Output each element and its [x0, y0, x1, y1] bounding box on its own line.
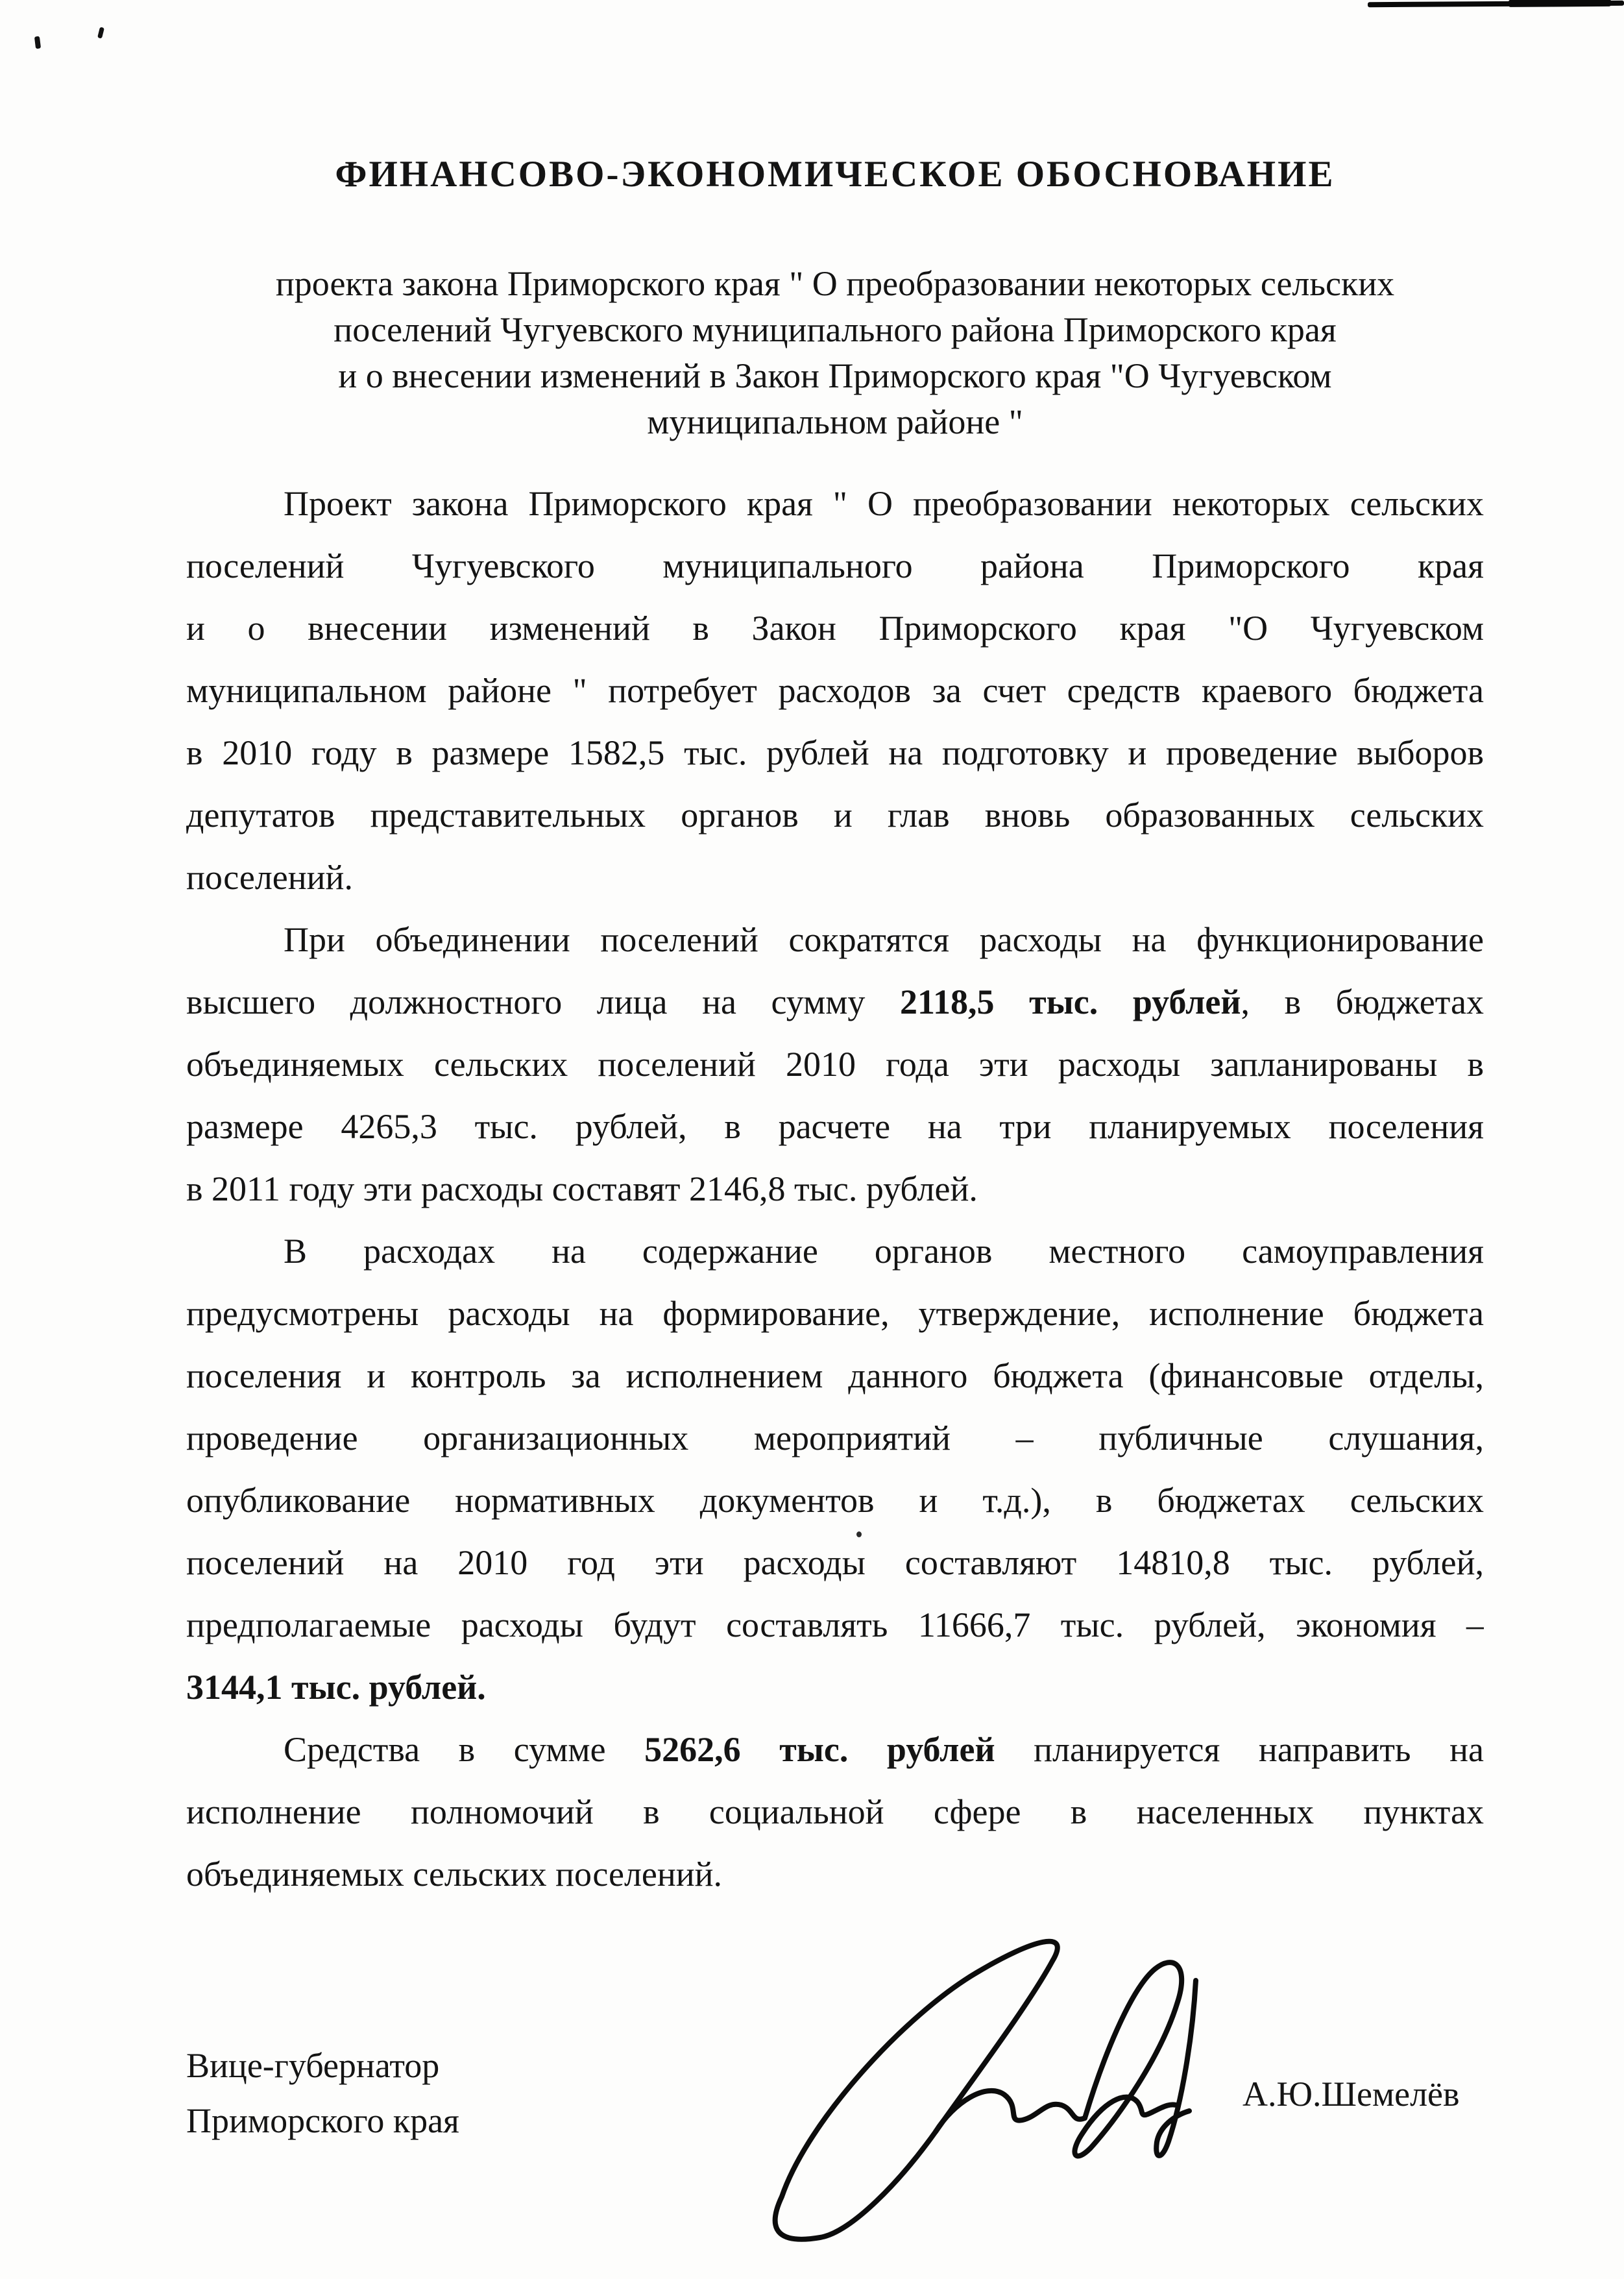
signatory-role-line1: Вице-губернатор — [186, 2046, 440, 2085]
text-line — [186, 908, 1484, 971]
text-segment: исполнение полномочий в социальной сфере в населенных пунктах — [186, 1792, 1484, 1831]
text-segment: поселения и контроль за исполнением данного бюджета (финансовые отделы, — [186, 1356, 1484, 1395]
text-line — [186, 1656, 1484, 1718]
text-segment: муниципальном районе " потребует расходов за счет средств краевого бюджета — [186, 671, 1484, 710]
text-line — [186, 472, 1484, 535]
text-segment: объединяемых сельских поселений 2010 года эти расходы запланированы в — [186, 1045, 1484, 1084]
text-line — [186, 846, 1484, 908]
text-line — [186, 1345, 1484, 1407]
text-line — [186, 1158, 1484, 1220]
text-segment: опубликование нормативных документов и т.д.), в бюджетах сельских — [186, 1481, 1484, 1520]
text-line — [186, 1095, 1484, 1158]
scan-artifact-speck — [34, 36, 41, 49]
signature-stroke — [1156, 1980, 1196, 2156]
text-line — [186, 722, 1484, 784]
text-line — [186, 1781, 1484, 1843]
document-body — [186, 472, 1484, 1905]
text-segment: проведение организационных мероприятий – публичные слушания, — [186, 1419, 1484, 1457]
signatory-role-line2: Приморского края — [186, 2101, 459, 2140]
text-segment: размере 4265,3 тыс. рублей, в расчете на три планируемых поселения — [186, 1107, 1484, 1146]
text-segment: поселений Чугуевского муниципального района Приморского края — [186, 546, 1484, 585]
signature-stroke — [1074, 1962, 1182, 2156]
text-line — [186, 971, 1484, 1033]
text-segment: депутатов представительных органов и глав вновь образованных сельских — [186, 796, 1484, 835]
text-segment: в 2011 году эти расходы составят 2146,8 тыс. рублей. — [186, 1169, 978, 1208]
text-segment: в 2010 году в размере 1582,5 тыс. рублей на подготовку и проведение выборов — [186, 733, 1484, 772]
scan-artifact-bar — [1368, 1, 1624, 7]
text-line — [186, 1469, 1484, 1531]
signature-stroke — [775, 1942, 1058, 2239]
subtitle-line: и о внесении изменений в Закон Приморского края "О Чугуевском — [338, 356, 1332, 395]
text-line — [186, 784, 1484, 846]
text-segment: и о внесении изменений в Закон Приморского края "О Чугуевском — [186, 609, 1484, 648]
signature-stroke — [936, 2091, 1085, 2132]
subtitle-line: поселений Чугуевского муниципального района Приморского края — [333, 310, 1337, 349]
text-segment: предполагаемые расходы будут составлять 11666,7 тыс. рублей, экономия – — [186, 1605, 1484, 1644]
text-line — [186, 1718, 1484, 1781]
text-segment: высшего должностного лица на сумму — [186, 982, 900, 1021]
text-line — [186, 1531, 1484, 1594]
text-segment: поселений на 2010 год эти расходы составляют 14810,8 тыс. рублей, — [186, 1543, 1484, 1582]
text-line — [186, 1594, 1484, 1656]
text-segment: Проект закона Приморского края " О преобразовании некоторых сельских — [284, 484, 1484, 523]
bold-amount: 3144,1 тыс. рублей. — [186, 1668, 486, 1707]
text-line — [186, 597, 1484, 659]
text-line — [186, 1843, 1484, 1905]
bold-amount: 2118,5 тыс. рублей — [900, 982, 1241, 1021]
text-line — [186, 1282, 1484, 1345]
signatory-name: А.Ю.Шемелёв — [1242, 2075, 1460, 2114]
text-segment: При объединении поселений сократятся расходы на функционирование — [284, 920, 1484, 959]
subtitle-line: проекта закона Приморского края " О преобразовании некоторых сельских — [275, 264, 1395, 303]
text-line — [186, 535, 1484, 597]
scan-artifact-speck — [97, 27, 104, 38]
text-segment: Средства в сумме — [284, 1730, 645, 1769]
bold-amount: 5262,6 тыс. рублей — [644, 1730, 995, 1769]
text-segment: , в бюджетах — [1241, 982, 1484, 1021]
text-segment: предусмотрены расходы на формирование, утверждение, исполнение бюджета — [186, 1294, 1484, 1333]
document-subtitle — [186, 261, 1484, 445]
text-line — [186, 659, 1484, 722]
text-line — [186, 1407, 1484, 1469]
subtitle-line: муниципальном районе " — [647, 402, 1023, 441]
text-segment: планируется направить на — [995, 1730, 1484, 1769]
text-segment: объединяемых сельских поселений. — [186, 1855, 723, 1894]
signatory-role — [186, 2038, 459, 2149]
document-title: ФИНАНСОВО-ЭКОНОМИЧЕСКОЕ ОБОСНОВАНИЕ — [335, 154, 1335, 195]
text-line — [186, 1220, 1484, 1282]
text-segment: поселений. — [186, 858, 353, 897]
text-line — [186, 1033, 1484, 1095]
text-segment: В расходах на содержание органов местного самоуправления — [284, 1232, 1484, 1271]
